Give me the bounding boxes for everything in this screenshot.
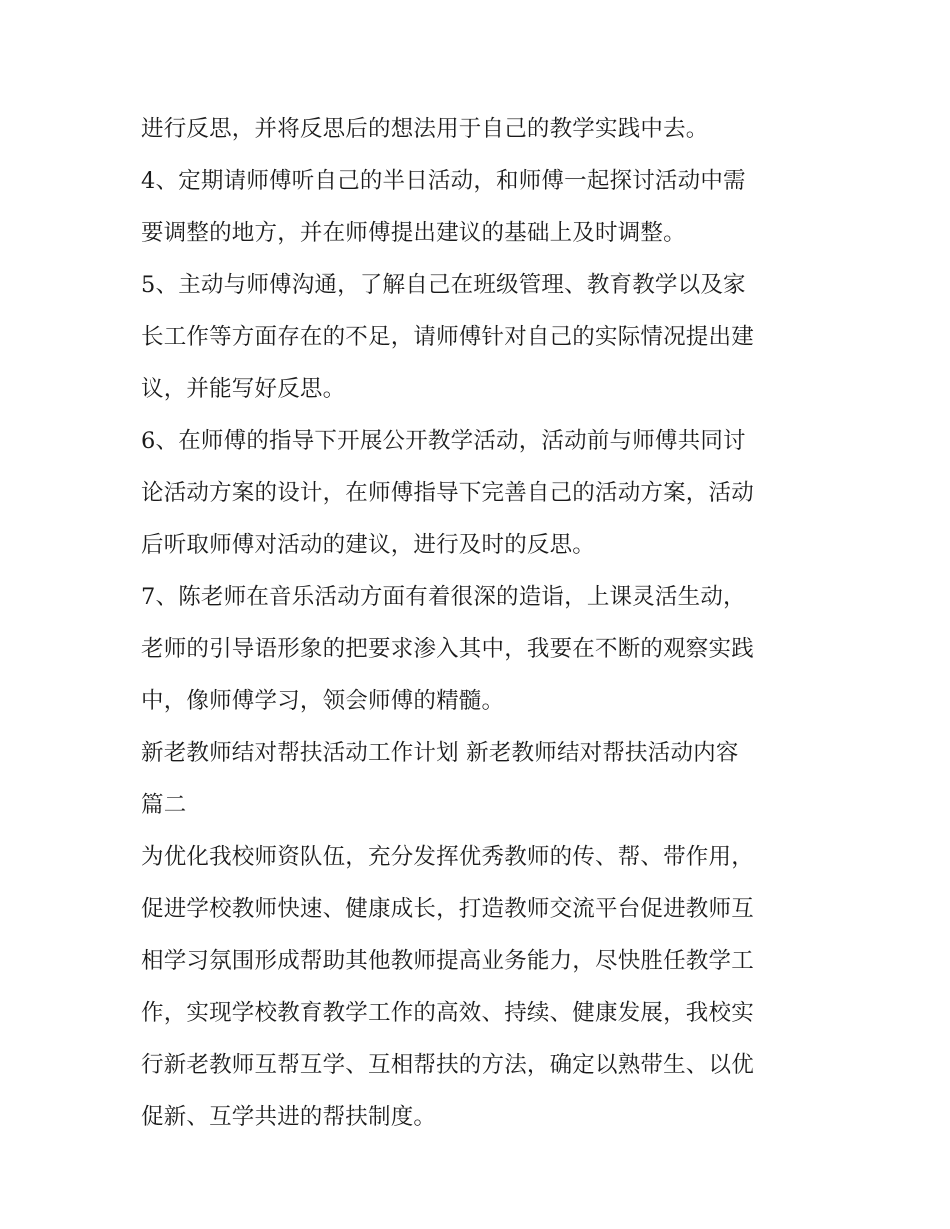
- text-line: 老师的引导语形象的把要求渗入其中，我要在不断的观察实践: [141, 636, 754, 662]
- text-line: 7、陈老师在音乐活动方面有着很深的造诣，上课灵活生动，: [141, 584, 746, 610]
- text-line: 5、主动与师傅沟通，了解自己在班级管理、教育教学以及家: [141, 272, 746, 298]
- text-line: 作，实现学校教育教学工作的高效、持续、健康发展，我校实: [141, 1000, 754, 1026]
- text-line: 4、定期请师傅听自己的半日活动，和师傅一起探讨活动中需: [141, 168, 746, 194]
- text-line: 为优化我校师资队伍，充分发挥优秀教师的传、帮、带作用，: [141, 844, 754, 870]
- text-line: 6、在师傅的指导下开展公开教学活动，活动前与师傅共同讨: [141, 428, 746, 454]
- text-line: 行新老教师互帮互学、互相帮扶的方法，确定以熟带生、以优: [141, 1052, 754, 1078]
- text-line: 后听取师傅对活动的建议，进行及时的反思。: [141, 532, 596, 558]
- text-line: 中，像师傅学习，领会师傅的精髓。: [141, 688, 505, 714]
- section-heading-line: 篇二: [141, 792, 187, 818]
- text-line: 长工作等方面存在的不足，请师傅针对自己的实际情况提出建: [141, 324, 754, 350]
- text-line: 要调整的地方，并在师傅提出建议的基础上及时调整。: [141, 220, 686, 246]
- text-line: 议，并能写好反思。: [141, 376, 346, 402]
- text-line: 促进学校教师快速、健康成长，打造教师交流平台促进教师互: [141, 896, 754, 922]
- text-line: 促新、互学共进的帮扶制度。: [141, 1104, 437, 1130]
- text-line: 进行反思，并将反思后的想法用于自己的教学实践中去。: [141, 116, 709, 142]
- section-heading-line: 新老教师结对帮扶活动工作计划 新老教师结对帮扶活动内容: [141, 740, 739, 766]
- text-line: 论活动方案的设计，在师傅指导下完善自己的活动方案，活动: [141, 480, 754, 506]
- document-page: [141, 106, 821, 1146]
- text-line: 相学习氛围形成帮助其他教师提高业务能力，尽快胜任教学工: [141, 948, 754, 974]
